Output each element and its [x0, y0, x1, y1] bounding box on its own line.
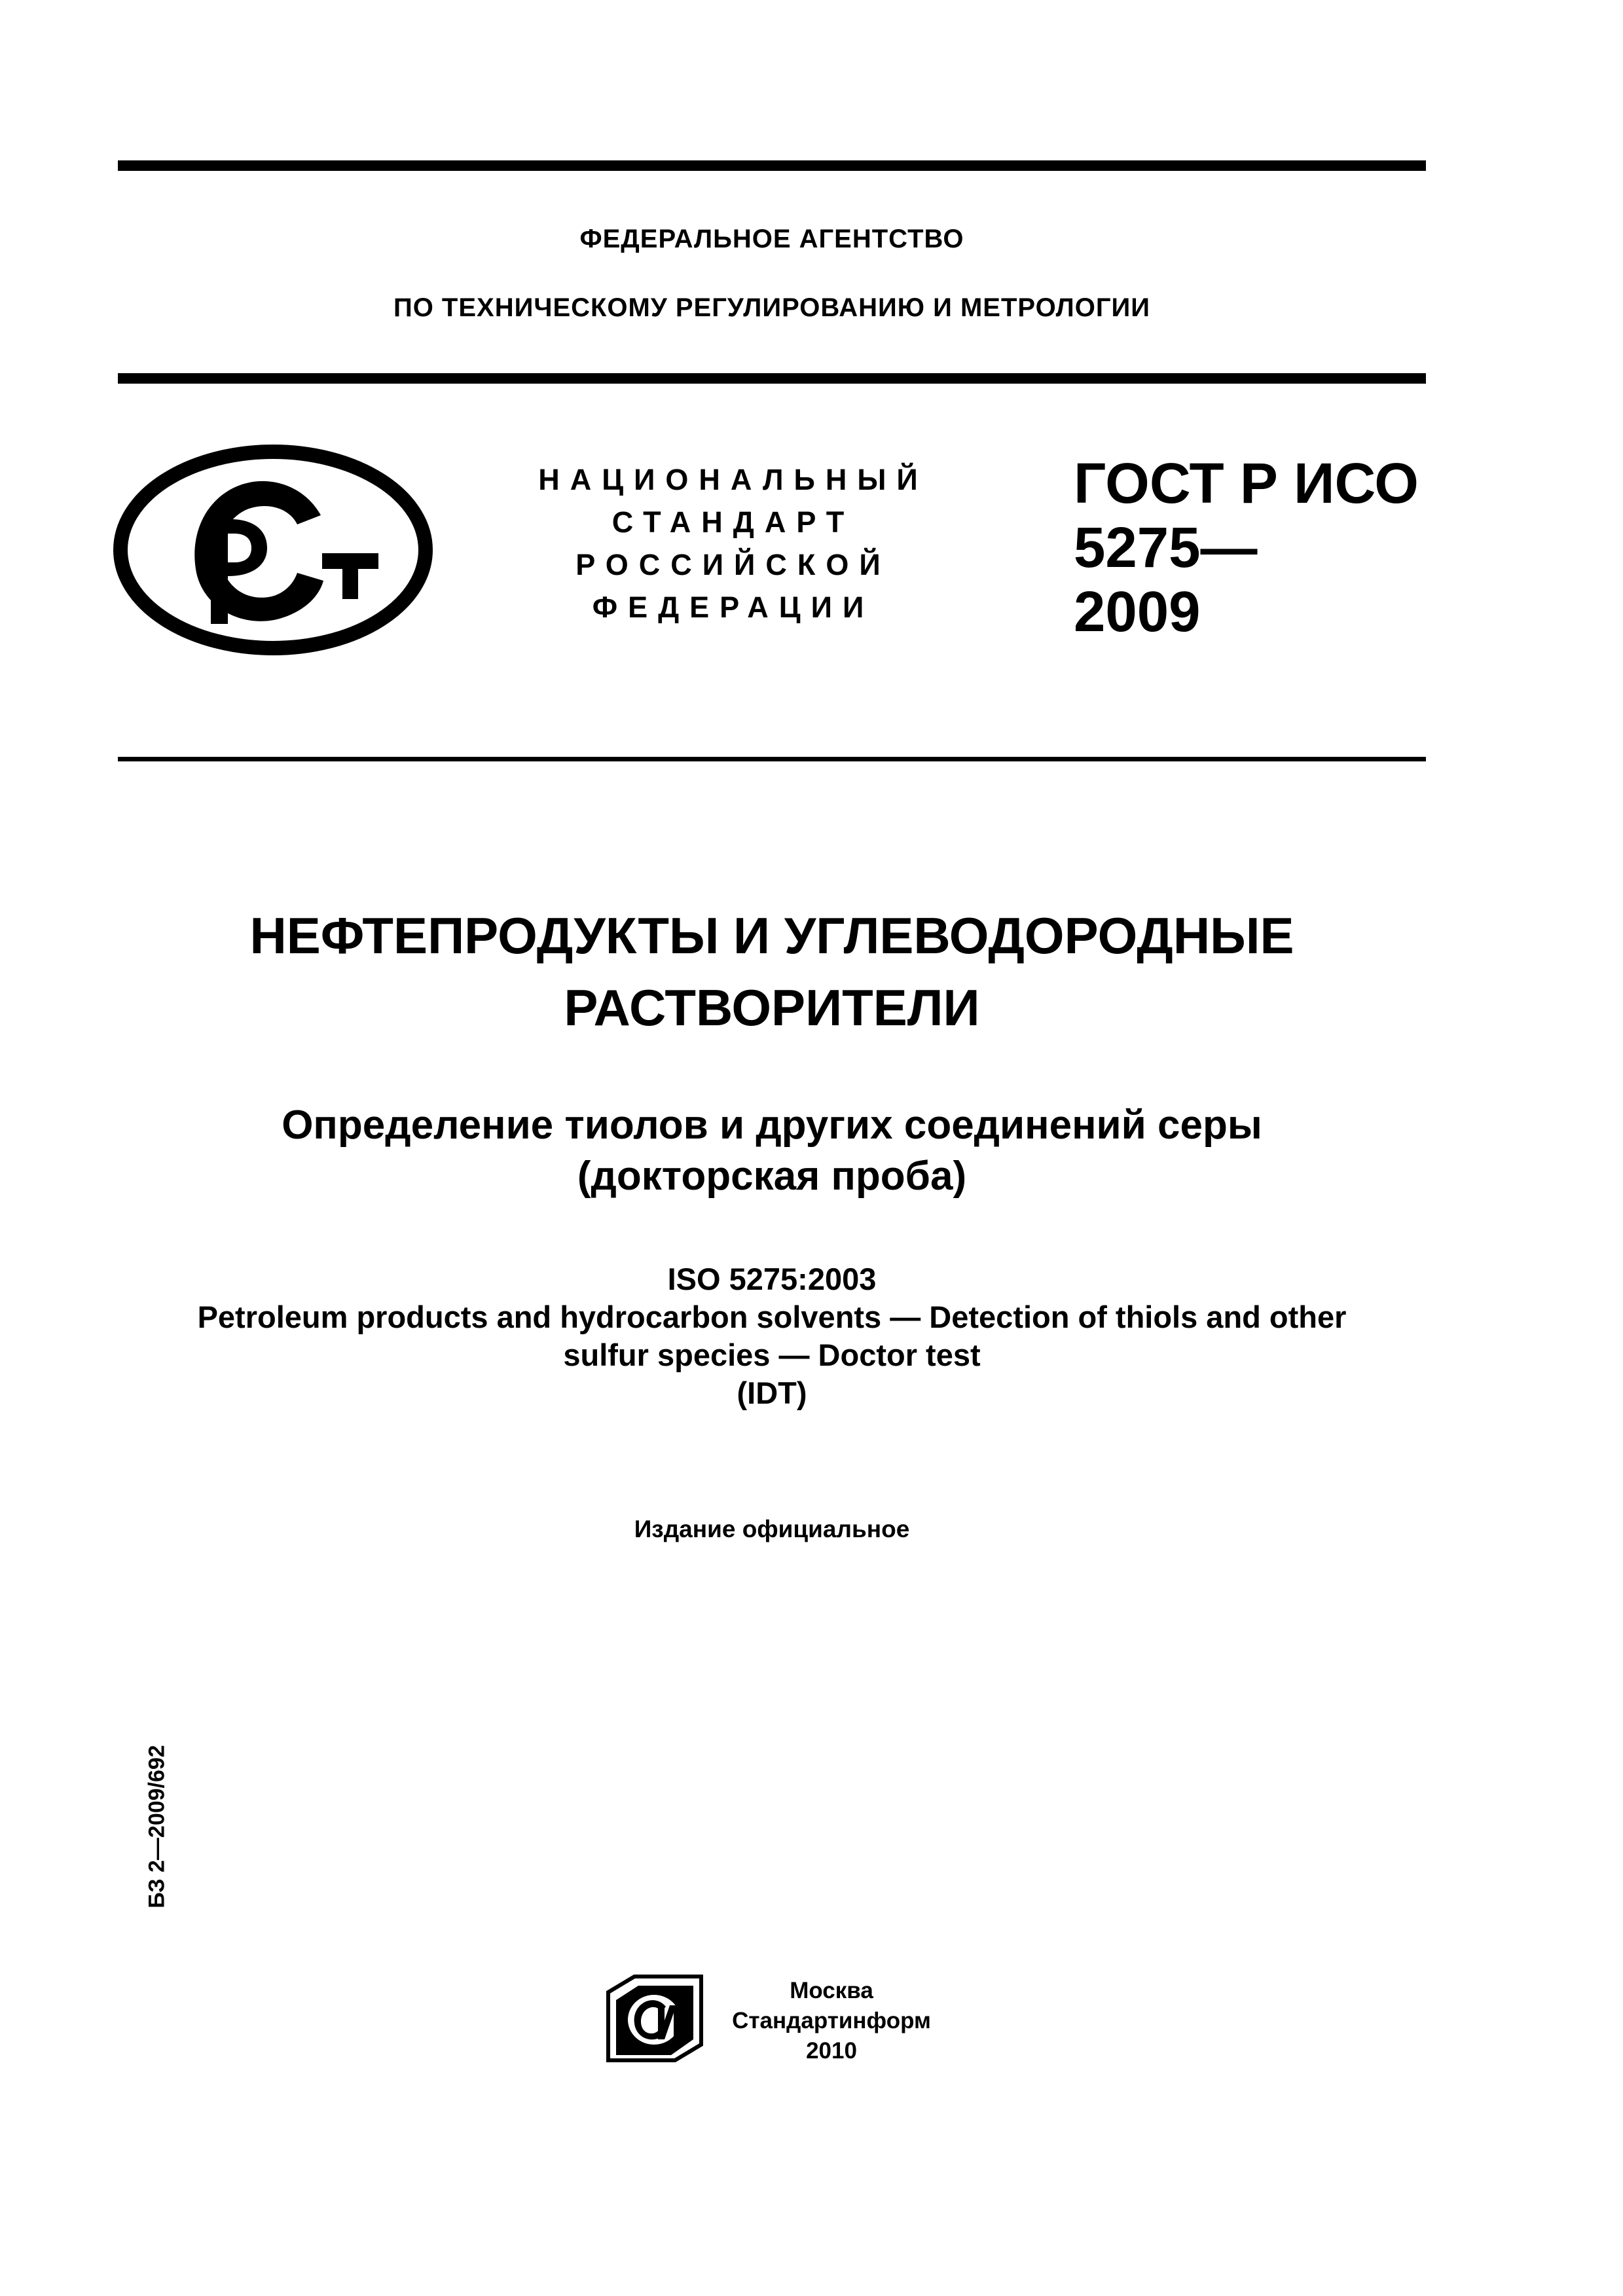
designation-line-1: ГОСТ Р ИСО — [1074, 452, 1419, 515]
national-standard-line-4: ФЕДЕРАЦИИ — [592, 591, 875, 624]
iso-reference — [118, 1260, 1426, 1412]
iso-title-line-1: Petroleum products and hydrocarbon solvents — Detection of thiols and other — [197, 1300, 1347, 1334]
national-standard-line-2: СТАНДАРТ — [611, 505, 855, 539]
standartinform-logo-icon — [606, 1974, 704, 2066]
publisher-city: Москва — [790, 1978, 873, 2003]
gost-r-logo-icon — [113, 442, 433, 658]
publisher-block — [714, 1976, 949, 2066]
agency-name-line-2: ПО ТЕХНИЧЕСКОМУ РЕГУЛИРОВАНИЮ И МЕТРОЛОГИИ — [393, 293, 1151, 322]
national-standard-label — [498, 458, 969, 629]
designation-line-3: 2009 — [1074, 580, 1201, 644]
header-bottom-rule — [118, 373, 1426, 384]
document-subtitle-line-1: Определение тиолов и других соединений серы — [282, 1102, 1262, 1148]
title-separator-rule — [118, 757, 1426, 761]
national-standard-line-1: НАЦИОНАЛЬНЫЙ — [538, 463, 928, 496]
document-subtitle — [118, 1100, 1426, 1202]
publisher-name: Стандартинформ — [732, 2008, 931, 2033]
bz-code-label: БЗ 2—2009/692 — [144, 1745, 170, 1908]
edition-label: Издание официальное — [634, 1516, 910, 1542]
document-subtitle-line-2: (докторская проба) — [577, 1154, 967, 1199]
national-standard-line-3: РОССИЙСКОЙ — [575, 548, 891, 581]
publisher-year: 2010 — [806, 2038, 857, 2064]
iso-code: ISO 5275:2003 — [667, 1262, 877, 1296]
standard-designation — [1074, 452, 1419, 644]
document-title-line-2: РАСТВОРИТЕЛИ — [564, 979, 980, 1036]
agency-name-line-1: ФЕДЕРАЛЬНОЕ АГЕНТСТВО — [579, 225, 964, 253]
document-title — [118, 900, 1426, 1044]
document-title-line-1: НЕФТЕПРОДУКТЫ И УГЛЕВОДОРОДНЫЕ — [249, 907, 1294, 964]
top-thick-rule — [118, 160, 1426, 171]
designation-line-2: 5275— — [1074, 516, 1258, 579]
iso-title-line-2: sulfur species — Doctor test — [563, 1338, 981, 1372]
iso-degree: (IDT) — [737, 1376, 807, 1410]
